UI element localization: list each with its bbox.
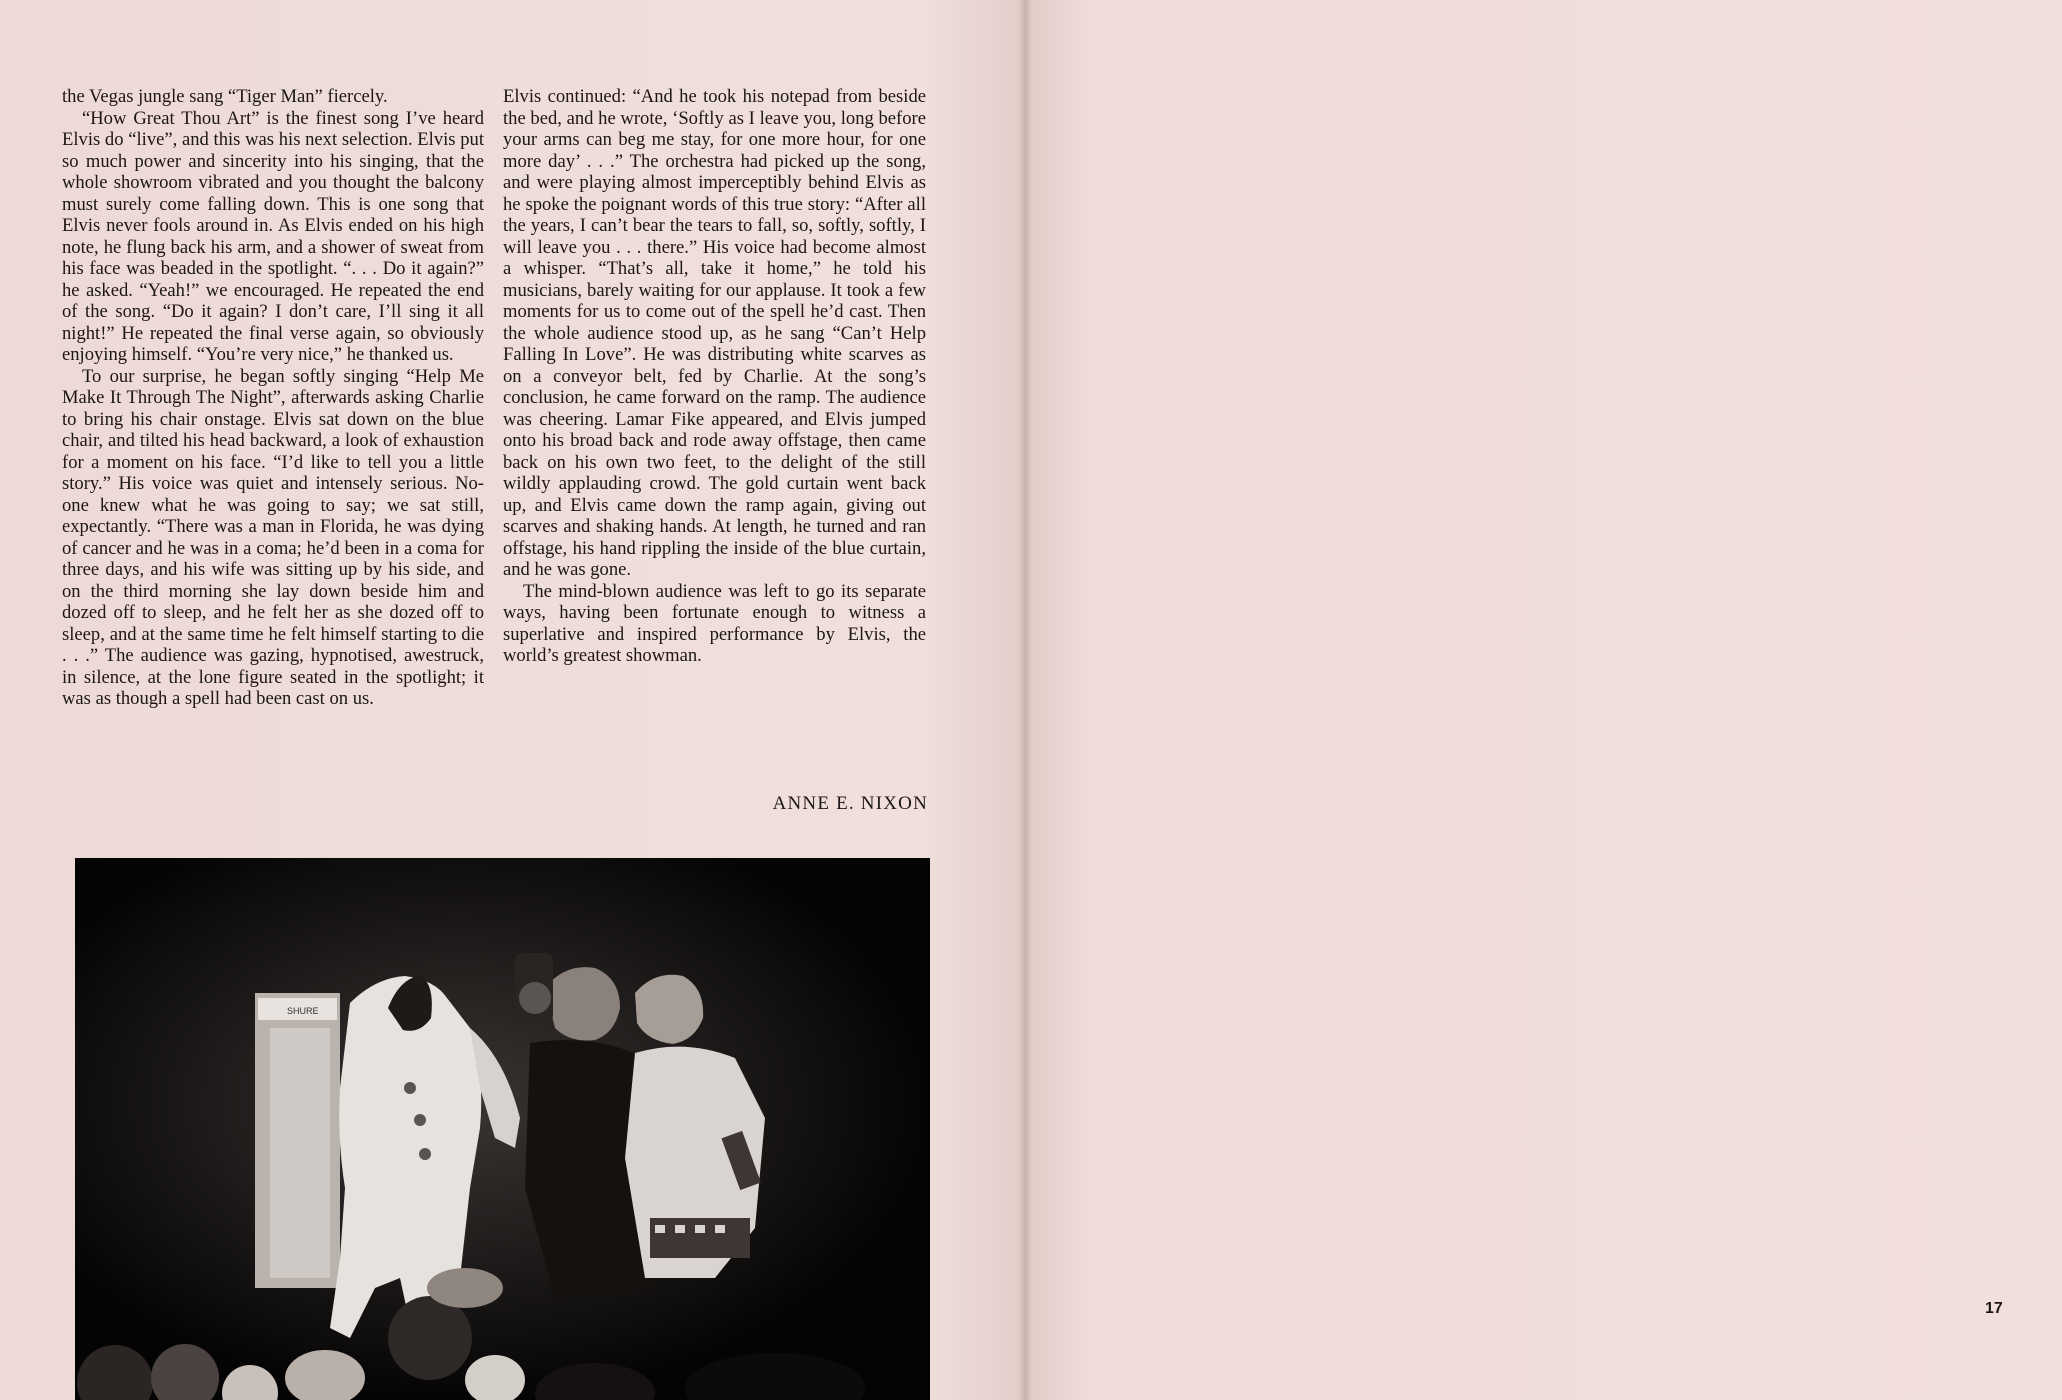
paragraph: “How Great Thou Art” is the finest song I’ve heard Elvis do “live”, and this was his next selection. Elvis put so much power and sincerity into his singing, that the whole showroom vibrated and you thought the balcony must surely come falling down. This is one song that Elvis never fools around in. As Elvis ended on his high note, he flung back his arm, and a shower of sweat from his face was beaded in the spotlight. “. . . Do it again?” he asked. “Yeah!” we encouraged. He repeated the end of the song. “Do it again? I don’t care, I’ll sing it all night!” He repeated the final verse again, so obviously enjoying himself. “You’re very nice,” he thanked us. bbox=[62, 107, 484, 365]
paragraph: The mind-blown audience was left to go its separate ways, having been fortunate enough to witness a superlative and inspired performance by Elvis, the world’s greatest showman. bbox=[503, 580, 926, 666]
paragraph: Elvis continued: “And he took his notepad from beside the bed, and he wrote, ‘Softly as I leave you, long before your arms can beg me stay, for one more hour, for one more day’ . . .” The orchestra had picked up the song, and were playing almost imperceptibly behind Elvis as he spoke the poignant words of this true story: “After all the years, I can’t bear the tears to fall, so, softly, softly, I will leave you . . . there.” His voice had become almost a whisper. “That’s all, take it home,” he told his musicians, barely waiting for our applause. It took a few moments for us to come out of the spell he’d cast. Then the whole audience stood up, as he sang “Can’t Help Falling In Love”. He was distributing white scarves as on a conveyor belt, fed by Charlie. At the song’s conclusion, he came forward on the ramp. The audience was cheering. Lamar Fike appeared, and Elvis jumped onto his broad back and rode away offstage, then came back on his own two feet, to the delight of the still wildly applauding crowd. The gold curtain went back up, and Elvis came down the ramp again, giving out scarves and shaking hands. At length, he turned and ran offstage, his hand rippling the inside of the blue curtain, and he was gone. bbox=[503, 86, 926, 580]
right-page bbox=[1025, 0, 2062, 1400]
concert-photo bbox=[75, 858, 930, 1400]
paragraph: the Vegas jungle sang “Tiger Man” fiercely. bbox=[62, 86, 388, 107]
left-page bbox=[0, 0, 1025, 1400]
paragraph: To our surprise, he began softly singing “Help Me Make It Through The Night”, afterwards asking Charlie to bring his chair onstage. Elvis sat down on the blue chair, and tilted his head backward, a look of exhaustion for a moment on his face. “I’d like to tell you a little story.” His voice was quiet and intensely serious. No-one knew what he was going to say; we sat still, expectantly. “There was a man in Florida, he was dying of cancer and he was in a coma; he’d been in a coma for three days, and his wife was sitting up by his side, and on the third morning she lay down beside him and dozed off to sleep, and he felt her as she dozed off to sleep, and at the same time he felt himself starting to die . . .” The audience was gazing, hypnotised, awestruck, in silence, at the lone figure seated in the spotlight; it was as though a spell had been cast on us. bbox=[62, 365, 484, 709]
stand-label: SHURE bbox=[287, 1006, 319, 1016]
spine-gutter bbox=[1018, 0, 1032, 1400]
author-byline: ANNE E. NIXON bbox=[772, 793, 928, 814]
article-column-1 bbox=[62, 86, 484, 710]
article-column-2 bbox=[503, 86, 926, 667]
page-number: 17 bbox=[1985, 1300, 2003, 1317]
